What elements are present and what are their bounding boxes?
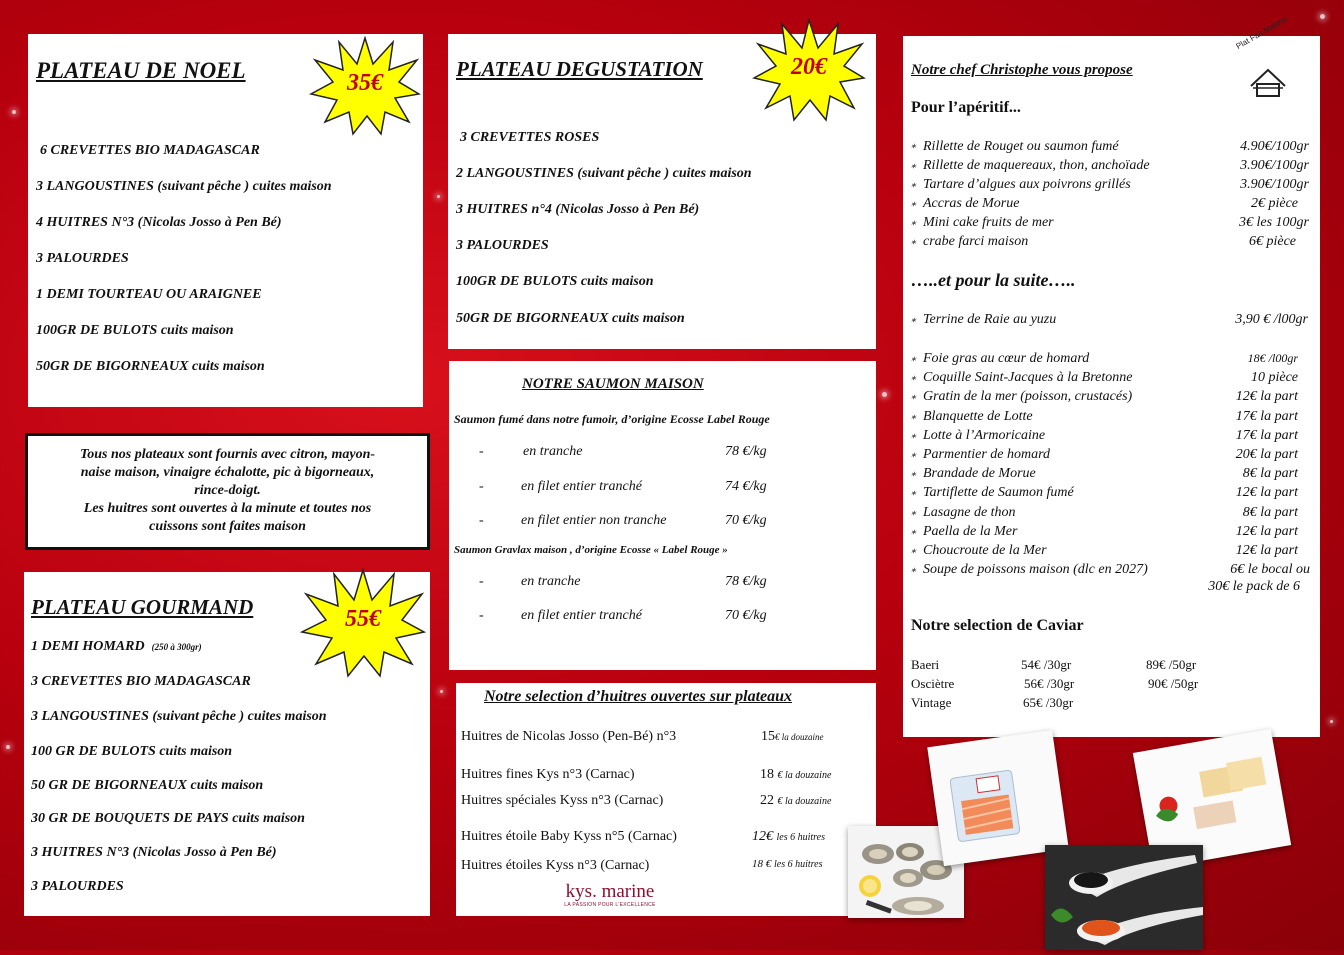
noel-item: 3 LANGOUSTINES (suivant pêche ) cuites maison [36,179,332,194]
caviar-heading: Notre selection de Caviar [911,617,1084,634]
caviar-name: Vintage [911,695,952,710]
sparkle [12,110,16,114]
saumon-fume-price: 74 €/kg [725,479,767,494]
bullet: ⁎ [911,525,916,537]
plat-price: 8€ la part [1242,504,1298,520]
gourmand-homard-weight: (250 à 300gr) [151,642,202,652]
plat-label: Choucroute de la Mer [923,543,1047,558]
huitres-price-value: 18 [760,767,774,782]
bullet: ⁎ [911,449,916,460]
soupe-extra-price: 30€ le pack de 6 [1208,579,1300,594]
caviar-price-30: 54€ /30gr [1021,657,1072,672]
plat-label: Lotte à l’Armoricaine [923,427,1046,443]
caviar-name: Baeri [911,657,940,672]
noel-item: 3 PALOURDES [36,251,129,266]
saumon-fume-price: 78 €/kg [725,444,767,459]
gourmand-item: 30 GR DE BOUQUETS DE PAYS cuits maison [31,811,305,826]
plat-price: 20€ la part [1235,447,1298,462]
price-star-burst [752,18,866,122]
plat-price: 6€ le bocal ou [1230,562,1310,578]
saumon-gravlax-price: 78 €/kg [725,574,767,589]
huitres-price [760,793,831,809]
plat-label: Blanquette de Lotte [923,408,1033,424]
gourmand-item: 3 HUITRES N°3 (Nicolas Josso à Pen Bé) [31,845,277,860]
bullet: ⁎ [911,353,916,364]
caviar-price-30: 65€ /30gr [1023,695,1074,710]
terrine-label: Terrine de Raie au yuzu [923,312,1057,327]
noel-item: 100GR DE BULOTS cuits maison [36,323,234,338]
bullet: ⁎ [911,160,916,171]
note-line: Tous nos plateaux sont fournis avec citron, mayon- [79,447,376,462]
gourmand-item: 50 GR DE BIGORNEAUX cuits maison [31,778,264,793]
huitres-price-unit: € la douzaine [777,770,832,781]
huitres-price-unit: € la douzaine [775,732,824,742]
saumon-gravlax-heading: Saumon Gravlax maison , d’origine Ecosse « Label Rouge » [454,544,728,556]
plat-price: 12€ la part [1235,485,1298,501]
price-star-burst [300,568,426,678]
plat-label: Parmentier de homard [923,447,1051,462]
suite-heading: …..et pour la suite….. [911,270,1076,290]
note-line: Les huitres sont ouvertes à la minute et toutes nos [83,501,372,516]
bullet: ⁎ [911,391,916,403]
huitres-price [752,858,823,870]
note-line: rince-doigt. [194,483,261,498]
note-line: naise maison, vinaigre échalotte, pic à bigorneaux, [80,465,375,480]
bullet: ⁎ [911,198,916,209]
saumon-dash: - [479,513,484,528]
kys-marine-logo [540,882,680,912]
gourmand-homard [31,639,202,655]
huitres-label: Huitres étoile Baby Kyss n°5 (Carnac) [461,829,677,844]
aperitif-label: Tartare d’algues aux poivrons grillés [923,177,1131,192]
plat-label: Coquille Saint-Jacques à la Bretonne [923,370,1133,386]
huitres-label: Huitres fines Kys n°3 (Carnac) [461,767,635,782]
gourmand-item: 3 PALOURDES [31,879,124,894]
huitres-price-unit: les 6 huitres [776,832,826,843]
caviar-image [1045,845,1203,950]
badge-text: Plat Fait Maison [1234,14,1289,51]
plat-label: Tartiflette de Saumon fumé [923,485,1074,501]
price-star-burst [309,36,421,136]
chef-panel [903,14,1320,737]
saumon-fume-label: en filet entier non tranche [521,513,667,528]
saumon-dash: - [479,444,484,459]
aperitif-price: 3.90€/100gr [1240,177,1309,192]
bullet: ⁎ [911,468,916,480]
chef-title: Notre chef Christophe vous propose [911,62,1133,78]
plat-label: Paella de la Mer [923,523,1018,539]
degustation-item: 3 CREVETTES ROSES [460,130,600,145]
bullet: ⁎ [911,179,916,190]
plateau-noel-title: PLATEAU DE NOEL [36,58,246,83]
aperitif-label: Accras de Morue [923,196,1020,211]
logo-tagline: LA PASSION POUR L’EXCELLENCE [564,902,656,908]
aperitif-label: Rillette de maquereaux, thon, anchoïade [923,158,1150,173]
sparkle [1320,14,1325,19]
huitres-price [761,729,824,745]
huitres-price-unit: les 6 huitres [774,859,823,870]
huitres-price-value: 15 [761,729,775,744]
gourmand-item: 3 CREVETTES BIO MADAGASCAR [31,674,251,689]
huitres-title: Notre selection d’huitres ouvertes sur plateaux [484,688,793,705]
aperitif-price: 3.90€/100gr [1240,158,1309,173]
bullet: ⁎ [911,372,916,384]
degustation-item: 3 PALOURDES [456,238,549,253]
bullet: ⁎ [911,564,916,576]
plat-price: 17€ la part [1235,427,1298,443]
aperitif-price: 4.90€/100gr [1240,139,1309,154]
degustation-item: 3 HUITRES n°4 (Nicolas Josso à Pen Bé) [456,202,700,217]
logo-text: kys. marine [565,881,655,902]
caviar-photo [1045,845,1203,950]
bullet: ⁎ [911,314,916,325]
saumon-gravlax-label: en filet entier tranché [521,608,642,623]
bullet: ⁎ [911,140,916,151]
degustation-item: 100GR DE BULOTS cuits maison [456,274,654,289]
bullet: ⁎ [911,410,916,422]
plat-label: Foie gras au cœur de homard [923,351,1090,366]
noel-item: 50GR DE BIGORNEAUX cuits maison [36,359,265,374]
degustation-item: 50GR DE BIGORNEAUX cuits maison [456,311,685,326]
aperitif-heading: Pour l’apéritif... [911,99,1021,116]
note-line: cuissons sont faites maison [149,519,306,534]
huitres-label: Huitres spéciales Kyss n°3 (Carnac) [461,793,664,808]
sparkle [437,195,440,198]
sparkle [1330,720,1333,723]
aperitif-label: Rillette de Rouget ou saumon fumé [923,139,1119,154]
plateau-degustation-title: PLATEAU DEGUSTATION [456,57,703,81]
plat-price: 17€ la part [1235,408,1298,424]
saumon-dash: - [479,574,484,589]
noel-item: 4 HUITRES N°3 (Nicolas Josso à Pen Bé) [36,215,282,230]
house-icon [1235,40,1301,100]
saumon-dash: - [479,479,484,494]
plat-label: Brandade de Morue [923,466,1036,482]
huitres-price [760,767,831,783]
plat-fait-maison-badge [1234,14,1301,100]
bullet: ⁎ [911,506,916,518]
aperitif-price: 6€ pièce [1248,234,1296,249]
saumon-title: NOTRE SAUMON MAISON [522,376,704,392]
caviar-price-30: 56€ /30gr [1024,676,1075,691]
aperitif-price: 2€ pièce [1250,196,1298,211]
huitres-price-value: 12€ [752,829,773,844]
sparkle [440,690,443,693]
plat-price: 18€ /l00gr [1247,351,1298,365]
plat-price: 10 pièce [1250,370,1298,386]
plateau-degustation-price: 20€ [791,54,827,80]
caviar-name: Osciètre [911,676,955,691]
saumon-gravlax-label: en tranche [521,574,581,589]
saumon-panel [449,361,876,670]
aperitif-label: crabe farci maison [923,234,1029,249]
saumon-fume-label: en tranche [523,444,583,459]
gourmand-item: 100 GR DE BULOTS cuits maison [31,744,233,759]
huitres-label: Huitres de Nicolas Josso (Pen-Bé) n°3 [461,729,677,744]
huitres-price-value: 18 € [752,858,772,870]
huitres-price [752,829,825,845]
saumon-fume-price: 70 €/kg [725,513,767,528]
terrine-price: 3,90 € /l00gr [1235,312,1308,327]
saumon-gravlax-price: 70 €/kg [725,608,767,623]
bullet: ⁎ [911,487,916,499]
plateaux-info-note [25,433,430,550]
plat-label: Lasagne de thon [923,504,1016,520]
sparkle [882,392,887,397]
plateau-gourmand-price: 55€ [345,606,381,632]
plat-price: 12€ la part [1235,523,1298,539]
degustation-item: 2 LANGOUSTINES (suivant pêche ) cuites maison [456,166,752,181]
caviar-price-50: 90€ /50gr [1148,676,1199,691]
bullet: ⁎ [911,429,916,441]
aperitif-price: 3€ les 100gr [1239,215,1309,230]
sparkle [6,745,10,749]
huitres-label: Huitres étoiles Kyss n°3 (Carnac) [461,858,650,873]
noel-item: 6 CREVETTES BIO MADAGASCAR [40,143,260,158]
saumon-fume-heading: Saumon fumé dans notre fumoir, d’origine Ecosse Label Rouge [454,412,770,426]
plat-label: Gratin de la mer (poisson, crustacés) [923,389,1133,405]
bullet: ⁎ [911,545,916,556]
plat-label: Soupe de poissons maison (dlc en 2027) [923,562,1148,578]
noel-item: 1 DEMI TOURTEAU OU ARAIGNEE [36,287,262,302]
bullet: ⁎ [911,217,916,228]
saumon-dash: - [479,608,484,623]
aperitif-label: Mini cake fruits de mer [923,215,1054,230]
gourmand-homard-label: 1 DEMI HOMARD [31,639,145,654]
huitres-panel [456,683,876,916]
gourmand-item: 3 LANGOUSTINES (suivant pêche ) cuites maison [31,709,327,724]
caviar-price-50: 89€ /50gr [1146,657,1197,672]
plat-price: 12€ la part [1235,543,1298,558]
huitres-price-unit: € la douzaine [777,796,832,807]
plat-price: 12€ la part [1235,389,1298,405]
plateau-gourmand-title: PLATEAU GOURMAND [31,595,254,619]
huitres-price-value: 22 [760,793,774,808]
saumon-fume-label: en filet entier tranché [521,479,642,494]
plat-price: 8€ la part [1242,466,1298,482]
bullet: ⁎ [911,236,916,247]
plateau-noel-price: 35€ [347,70,383,96]
